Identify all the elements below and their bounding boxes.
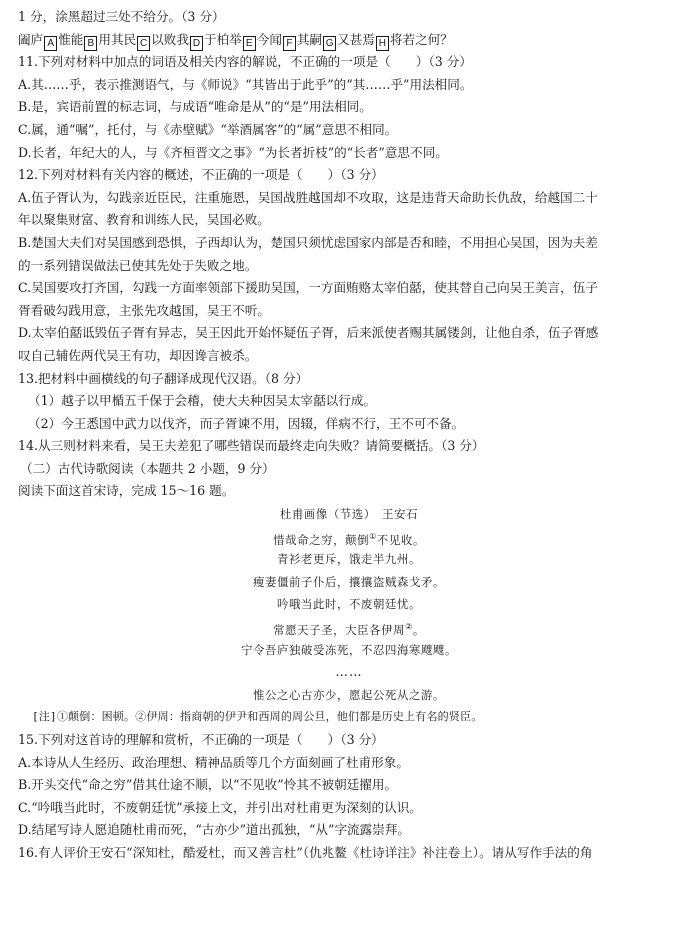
q11-option-c: C.属，通“嘱”，托付，与《赤壁赋》“举酒属客”的“属”意思不相同。 (18, 121, 398, 137)
q15-option-b: B.开头交代“命之穷”借其仕途不顺，以“不见收”怜其不被朝廷擢用。 (18, 777, 398, 793)
passage-segment: 惟能 (58, 31, 84, 47)
q11-option-a: A.其……乎，表示推测语气，与《师说》“其皆出于此乎”的“其……乎”用法相同。 (18, 76, 473, 92)
q12-option-b-line1: B.楚国大夫们对吴国感到恐惧，子西却认为，楚国只须忧虑国家内部是否和睦，不用担心吴国，因为夫差 (18, 234, 598, 250)
poem-line-3: 瘦妻僵前子仆后，攘攘盗贼森戈矛。 (253, 574, 445, 589)
q15-option-a: A.本诗从人生经历、政治理想、精神品质等几个方面刻画了杜甫形象。 (18, 754, 409, 770)
passage-segment: 以败我 (151, 31, 189, 47)
passage-segment: 将若之何？ (389, 31, 453, 47)
q12-stem: 12.下列对材料有关内容的概述，不正确的一项是（ ）（3 分） (18, 167, 384, 183)
passage-segment: 用其民 (98, 31, 137, 47)
q16-stem: 16.有人评价王安石“深知杜，酷爱杜，而又善言杜”（仇兆鳌《杜诗详注》补注卷上）。请从写作手法的角 (18, 844, 593, 860)
q12-option-d-line2: 叹自己辅佐两代吴王有功，却因谗言被杀。 (18, 347, 258, 363)
q13-sentence-1: （1）越子以甲楯五千保于会稽，使大夫种因吴太宰嚭以行成。 (28, 393, 377, 409)
poem-line-5: 常愿天子圣，大臣各伊周②。 (273, 622, 425, 637)
break-mark-box-g: G (323, 36, 336, 51)
passage-segment: 于柏举 (203, 31, 242, 47)
q10-passage (18, 29, 680, 52)
footnote-mark-2: ② (405, 622, 413, 632)
reading-instruction: 阅读下面这首宋诗，完成 15～16 题。 (18, 483, 235, 499)
poem-title: 杜甫画像（节选） 王安石 (279, 507, 419, 522)
top-fragment: 1 分，涂黑超过三处不给分。（3 分） (18, 9, 225, 24)
q11-option-d: D.长者，年纪大的人，与《齐桓晋文之事》“为长者折枝”的“长者”意思不同。 (18, 144, 448, 160)
poem-line-7: 惟公之心古亦少，愿起公死从之游。 (253, 687, 445, 702)
q11-stem: 11.下列对材料中加点的词语及相关内容的解说，不正确的一项是（ ）（3 分） (18, 54, 472, 70)
q13-sentence-2: （2）今王悉国中武力以伐齐，而子胥谏不用，因辍，佯病不行，王不可不备。 (28, 415, 465, 431)
poem-line-4: 吟哦当此时，不废朝廷忧。 (277, 597, 421, 612)
q12-option-c-line2: 胥看破勾践用意，主张先攻越国，吴王不听。 (18, 302, 270, 318)
break-mark-box-d: D (190, 36, 203, 51)
break-mark-box-h: H (376, 36, 389, 51)
passage-segment: 其嗣 (296, 31, 323, 47)
footnote-mark-1: ① (369, 531, 377, 541)
q15-stem: 15.下列对这首诗的理解和赏析，不正确的一项是（ ）（3 分） (18, 732, 384, 747)
q11-option-b: B.是，宾语前置的标志词，与成语“唯命是从”的“是”用法相同。 (18, 99, 372, 115)
q12-option-d-line1: D.太宰伯嚭诋毁伍子胥有异志，吴王因此开始怀疑伍子胥，后来派使者赐其属镂剑，让他自杀，伍子胥感 (18, 325, 599, 341)
poem-line-2: 青衫老更斥，饿走半九州。 (277, 552, 421, 567)
passage-segment: 今闻 (256, 31, 282, 47)
q14-stem: 14.从三则材料来看，吴王夫差犯了哪些错误而最终走向失败？请简要概括。（3 分） (18, 438, 485, 454)
section-heading: （二）古代诗歌阅读（本题共 2 小题，9 分） (20, 460, 275, 476)
q12-option-a-line2: 年以聚集财富、教育和训练人民，吴国必败。 (18, 212, 270, 228)
passage-segment: 又甚焉 (337, 31, 375, 47)
poem-annotation: [注]①颠倒：困顿。②伊周：指商朝的伊尹和西周的周公旦，他们都是历史上有名的贤臣。 (32, 710, 483, 724)
q15-option-c: C.“吟哦当此时，不废朝廷忧”承接上文，并引出对杜甫更为深刻的认识。 (18, 799, 422, 815)
q15-option-d: D.结尾写诗人愿追随杜甫而死，“古亦少”道出孤独，“从”字流露崇拜。 (18, 822, 411, 838)
break-mark-box-c: C (137, 36, 150, 51)
q12-option-b-line2: 的一系列错误做法已使其先处于失败之地。 (18, 257, 258, 273)
q13-stem: 13.把材料中画横线的句子翻译成现代汉语。（8 分） (18, 370, 309, 386)
break-mark-box-a: A (44, 36, 57, 51)
poem-line-1: 惜哉命之穷，颠倒①不见收。 (273, 531, 425, 547)
passage-segment: 阖庐 (18, 31, 44, 47)
poem-line-6: 宁令吾庐独破受冻死，不忍四海寒飕飕。 (241, 642, 457, 657)
document-page (18, 6, 680, 865)
q12-option-c-line1: C.吴国要攻打齐国，勾践一方面率领部下援助吴国，一方面贿赂太宰伯嚭，使其替自己向吴王美言，伍子 (18, 280, 598, 296)
break-mark-box-f: F (283, 36, 296, 51)
break-mark-box-b: B (84, 36, 97, 51)
poem-ellipsis: …… (335, 664, 363, 680)
break-mark-box-e: E (243, 36, 256, 51)
q12-option-a-line1: A.伍子胥认为，勾践亲近臣民，注重施恩，吴国战胜越国却不攻取，这是违背天命助长仇敌，给越国二十 (18, 189, 598, 205)
